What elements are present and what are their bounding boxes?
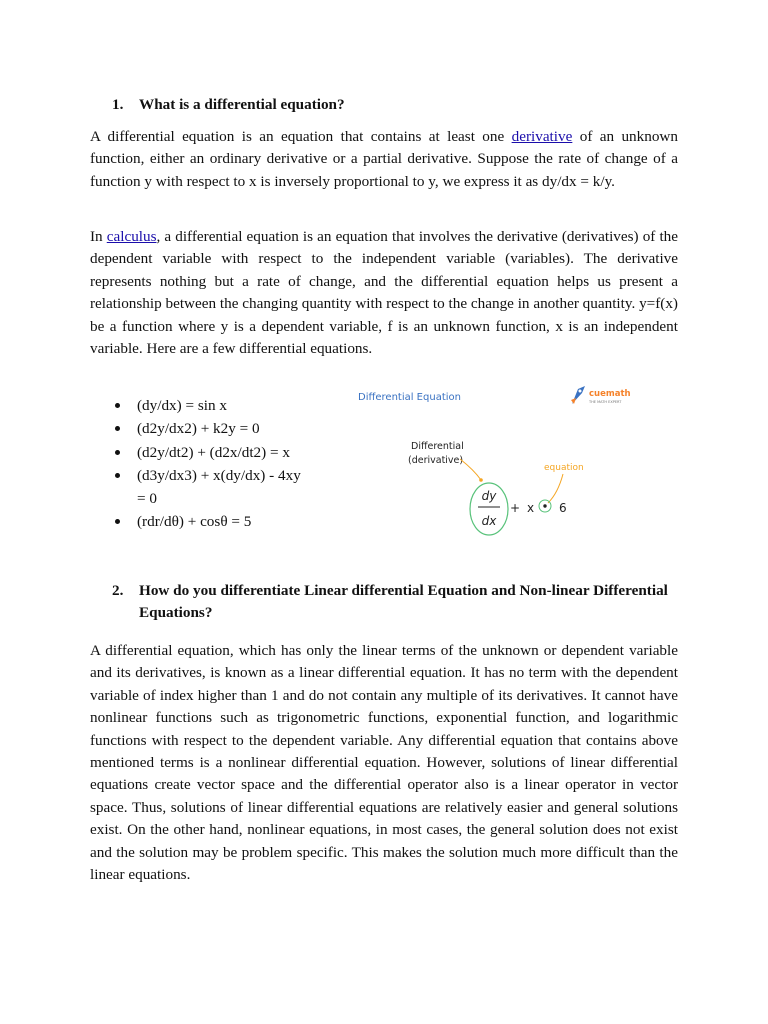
list-item: (d3y/dx3) + x(dy/dx) - 4xy = 0	[112, 464, 312, 511]
brand-tagline: THE MATH EXPERT	[589, 400, 622, 404]
constant-six: 6	[559, 501, 567, 515]
plus-sign: +	[510, 501, 521, 515]
paragraph-text: of an unknown function, either an ordinary derivative or a partial derivative. Suppose the rate of change of a function y with respect to x is inversely proportional to y, we express it as dy/dx = k/y.	[90, 128, 678, 190]
question-2-paragraph: A differential equation, which has only the linear terms of the unknown or dependent variable and its derivatives, is known as a linear differential equation. It has no term with the dependent variable of index higher than 1 and do not contain any multiple of its derivatives. It cannot have nonlinear functions such as trigonometric functions, exponential function, and logarithmic functions with respect to the dependent variable. Any differential equation that contains above mentioned terms is a nonlinear differential equation. However, solutions of linear differential equations create vector space and the differential operator also is a linear operator in vector space. Thus, solutions of linear differential equations are relatively easier and general solutions exist. On the other hand, nonlinear equations, in most cases, the general solution does not exist and the solution may be problem specific. This makes the solution much more difficult than the linear equations.	[90, 642, 678, 884]
question-1-title: What is a differential equation?	[139, 96, 345, 113]
derivative-label: (derivative)	[408, 455, 464, 466]
paragraph-text: In	[90, 228, 107, 245]
calculus-link[interactable]: calculus	[106, 228, 157, 245]
equation-label: equation	[544, 463, 584, 473]
question-2-title: How do you differentiate Linear differential Equation and Non-linear Differential Equations?	[139, 582, 668, 621]
cuemath-logo	[571, 386, 631, 404]
list-item: (d2y/dx2) + k2y = 0	[112, 417, 312, 440]
list-item: (dy/dx) = sin x	[112, 394, 312, 417]
pointer-dot	[479, 478, 483, 482]
list-item: (rdr/dθ) + cosθ = 5	[112, 510, 312, 533]
differential-equation-figure	[350, 378, 631, 550]
equation-pointer-line	[548, 474, 563, 503]
paragraph-text: A differential equation is an equation that contains at least one	[90, 128, 512, 145]
question-1-number: 1.	[112, 96, 124, 113]
derivative-link[interactable]: derivative	[511, 128, 573, 145]
paragraph-text: , a differential equation is an equation that involves the derivative (derivatives) of the dependent variable with respect to the independent variable (variables). The derivative represents nothing but a rate of change, and the differential equation helps us present a relationship between the changing quantity with respect to the change in another quantity. y=f(x) be a function where y is a dependent variable, f is an unknown function, x is an independent variable. Here are a few differential equations.	[90, 228, 678, 358]
derivative-pointer-line	[460, 459, 481, 480]
list-item: (d2y/dt2) + (d2x/dt2) = x	[112, 441, 312, 464]
denominator: dx	[481, 514, 497, 528]
rocket-icon	[571, 386, 585, 404]
question-2-number: 2.	[112, 582, 124, 599]
numerator: dy	[481, 489, 497, 503]
equation-list	[112, 394, 312, 534]
question-1-heading	[112, 94, 672, 116]
question-1-paragraph-2	[90, 226, 678, 360]
question-1-paragraph-1	[90, 126, 678, 193]
figure-title: Differential Equation	[358, 392, 461, 403]
question-2-heading	[112, 580, 672, 626]
differential-label: Differential	[411, 441, 464, 452]
brand-name: cuemath	[589, 389, 631, 399]
variable-x: x	[527, 501, 535, 515]
multiply-dot	[543, 504, 546, 507]
